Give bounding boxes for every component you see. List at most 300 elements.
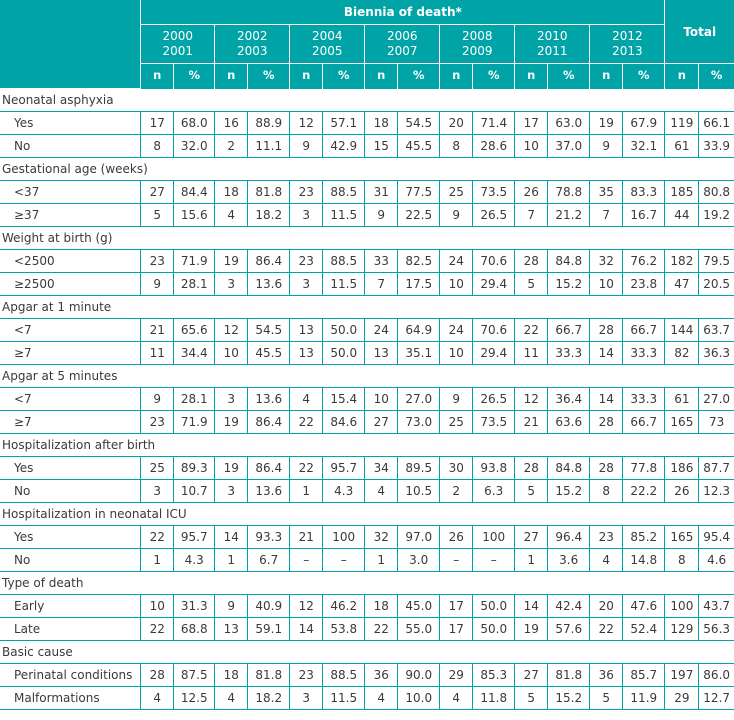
cell-percent: 54.5	[398, 112, 440, 135]
cell-n: 22	[590, 618, 623, 641]
header-percent: %	[174, 64, 215, 89]
header-period-year: 2003	[237, 44, 268, 58]
cell-percent: 88.5	[323, 181, 365, 204]
cell-percent: 96.4	[548, 526, 590, 549]
cell-n: 26	[665, 480, 699, 503]
cell-percent: 21.2	[548, 204, 590, 227]
header-total: Total	[665, 0, 734, 64]
cell-percent: 86.4	[248, 457, 290, 480]
cell-percent: 84.8	[548, 250, 590, 273]
cell-n: 1	[365, 549, 398, 572]
header-n: n	[215, 64, 248, 89]
cell-percent: 81.8	[248, 181, 290, 204]
header-period-year: 2004	[312, 29, 343, 43]
row-label: <7	[0, 319, 141, 342]
cell-percent: 50.0	[323, 319, 365, 342]
cell-n: 32	[365, 526, 398, 549]
cell-n: 8	[590, 480, 623, 503]
cell-n: 1	[141, 549, 174, 572]
cell-percent: 88.5	[323, 250, 365, 273]
cell-percent: 33.3	[623, 388, 665, 411]
cell-percent: 70.6	[473, 250, 515, 273]
group-label: Neonatal asphyxia	[0, 89, 734, 112]
cell-n: 18	[365, 112, 398, 135]
cell-n: 21	[141, 319, 174, 342]
cell-n: 33	[365, 250, 398, 273]
cell-n: 10	[141, 595, 174, 618]
cell-percent: –	[323, 549, 365, 572]
cell-percent: 18.2	[248, 204, 290, 227]
cell-n: 25	[141, 457, 174, 480]
cell-n: 8	[440, 135, 473, 158]
cell-n: 3	[215, 480, 248, 503]
cell-percent: 15.2	[548, 480, 590, 503]
cell-percent: 15.2	[548, 273, 590, 296]
cell-n: 9	[365, 204, 398, 227]
cell-n: 14	[290, 618, 323, 641]
cell-percent: 23.8	[623, 273, 665, 296]
group-row	[0, 503, 734, 526]
cell-n: 4	[365, 480, 398, 503]
cell-percent: 47.6	[623, 595, 665, 618]
cell-n: 13	[290, 342, 323, 365]
cell-percent: 73.0	[398, 411, 440, 434]
cell-percent: 77.8	[623, 457, 665, 480]
cell-percent: 4.3	[174, 549, 215, 572]
cell-n: 3	[215, 273, 248, 296]
cell-percent: 32.0	[174, 135, 215, 158]
cell-percent: 6.7	[248, 549, 290, 572]
cell-n: 3	[141, 480, 174, 503]
cell-n: 61	[665, 135, 699, 158]
cell-percent: 46.2	[323, 595, 365, 618]
cell-percent: 34.4	[174, 342, 215, 365]
table-row	[0, 480, 734, 503]
cell-n: 7	[590, 204, 623, 227]
cell-percent: 84.8	[548, 457, 590, 480]
header-period	[440, 25, 515, 64]
header-n: n	[365, 64, 398, 89]
cell-percent: 89.3	[174, 457, 215, 480]
cell-percent: 10.7	[174, 480, 215, 503]
cell-percent: 45.5	[398, 135, 440, 158]
table-row	[0, 549, 734, 572]
header-period-year: 2001	[162, 44, 194, 58]
table-row	[0, 457, 734, 480]
cell-n: 13	[215, 618, 248, 641]
row-label: No	[0, 549, 141, 572]
cell-n: 21	[515, 411, 548, 434]
row-label: Yes	[0, 526, 141, 549]
cell-percent: 55.0	[398, 618, 440, 641]
header-percent: %	[323, 64, 365, 89]
row-label: <2500	[0, 250, 141, 273]
cell-n: 197	[665, 664, 699, 687]
cell-n: 9	[290, 135, 323, 158]
cell-n: 18	[215, 664, 248, 687]
header-percent: %	[699, 64, 734, 89]
cell-percent: 70.6	[473, 319, 515, 342]
header-period-year: 2010	[537, 29, 568, 43]
cell-n: 182	[665, 250, 699, 273]
cell-n: 12	[215, 319, 248, 342]
row-label: <7	[0, 388, 141, 411]
cell-n: 185	[665, 181, 699, 204]
cell-n: 44	[665, 204, 699, 227]
row-label: Malformations	[0, 687, 141, 710]
cell-percent: 65.6	[174, 319, 215, 342]
cell-n: 10	[365, 388, 398, 411]
cell-n: 9	[590, 135, 623, 158]
cell-percent: 3.6	[548, 549, 590, 572]
cell-n: 14	[215, 526, 248, 549]
cell-percent: 76.2	[623, 250, 665, 273]
cell-n: 28	[590, 319, 623, 342]
cell-n: 22	[290, 457, 323, 480]
table-row	[0, 319, 734, 342]
cell-n: 22	[515, 319, 548, 342]
cell-n: 1	[215, 549, 248, 572]
cell-n: 28	[141, 664, 174, 687]
cell-percent: 11.1	[248, 135, 290, 158]
cell-n: 186	[665, 457, 699, 480]
row-label: No	[0, 480, 141, 503]
cell-percent: 66.7	[623, 319, 665, 342]
cell-percent: 28.6	[473, 135, 515, 158]
cell-n: 20	[440, 112, 473, 135]
cell-percent: 29.4	[473, 273, 515, 296]
cell-n: 28	[590, 457, 623, 480]
cell-n: 1	[290, 480, 323, 503]
header-n: n	[515, 64, 548, 89]
cell-percent: 100	[473, 526, 515, 549]
row-label: <37	[0, 181, 141, 204]
cell-n: 25	[440, 411, 473, 434]
cell-percent: 52.4	[623, 618, 665, 641]
table-row	[0, 664, 734, 687]
header-period	[141, 25, 215, 64]
cell-n: 22	[290, 411, 323, 434]
cell-percent: 87.7	[699, 457, 734, 480]
header-period-year: 2000	[162, 29, 194, 43]
cell-percent: 83.3	[623, 181, 665, 204]
cell-percent: 63.6	[548, 411, 590, 434]
table-row	[0, 595, 734, 618]
cell-percent: 15.6	[174, 204, 215, 227]
cell-n: 47	[665, 273, 699, 296]
cell-n: 4	[590, 549, 623, 572]
row-label: Early	[0, 595, 141, 618]
cell-percent: 14.8	[623, 549, 665, 572]
cell-percent: 84.4	[174, 181, 215, 204]
cell-percent: 10.0	[398, 687, 440, 710]
cell-percent: 63.7	[699, 319, 734, 342]
cell-percent: 10.5	[398, 480, 440, 503]
cell-percent: 71.9	[174, 411, 215, 434]
cell-n: 23	[141, 250, 174, 273]
group-label: Apgar at 5 minutes	[0, 365, 734, 388]
cell-percent: 45.0	[398, 595, 440, 618]
cell-n: 13	[290, 319, 323, 342]
cell-percent: 16.7	[623, 204, 665, 227]
group-row	[0, 434, 734, 457]
header-n: n	[590, 64, 623, 89]
cell-n: 10	[440, 273, 473, 296]
cell-n: 7	[515, 204, 548, 227]
cell-n: 18	[365, 595, 398, 618]
cell-n: 10	[440, 342, 473, 365]
cell-n: 10	[515, 135, 548, 158]
cell-percent: 43.7	[699, 595, 734, 618]
cell-n: 27	[515, 526, 548, 549]
header-period	[590, 25, 665, 64]
cell-percent: 12.3	[699, 480, 734, 503]
cell-percent: 4.3	[323, 480, 365, 503]
cell-n: 19	[215, 457, 248, 480]
cell-n: 29	[440, 664, 473, 687]
cell-n: 2	[440, 480, 473, 503]
cell-n: 15	[365, 135, 398, 158]
cell-n: 119	[665, 112, 699, 135]
cell-n: 9	[440, 388, 473, 411]
table-row	[0, 112, 734, 135]
cell-percent: 87.5	[174, 664, 215, 687]
row-label: ≥7	[0, 411, 141, 434]
cell-percent: 68.8	[174, 618, 215, 641]
header-row-title	[0, 0, 734, 25]
cell-n: 28	[590, 411, 623, 434]
cell-percent: 13.6	[248, 273, 290, 296]
header-period-year: 2009	[462, 44, 493, 58]
cell-percent: 90.0	[398, 664, 440, 687]
header-percent: %	[473, 64, 515, 89]
cell-percent: 35.1	[398, 342, 440, 365]
row-label: No	[0, 135, 141, 158]
cell-percent: 37.0	[548, 135, 590, 158]
cell-n: 19	[215, 411, 248, 434]
cell-n: 8	[141, 135, 174, 158]
group-row	[0, 365, 734, 388]
cell-n: 5	[515, 273, 548, 296]
cell-percent: 4.6	[699, 549, 734, 572]
header-period-year: 2005	[312, 44, 343, 58]
cell-n: 23	[141, 411, 174, 434]
group-label: Weight at birth (g)	[0, 227, 734, 250]
header-n: n	[440, 64, 473, 89]
cell-n: 17	[141, 112, 174, 135]
cell-n: 4	[290, 388, 323, 411]
cell-n: 23	[290, 181, 323, 204]
table-header	[0, 0, 734, 89]
cell-percent: 15.2	[548, 687, 590, 710]
group-label: Hospitalization in neonatal ICU	[0, 503, 734, 526]
cell-n: 26	[515, 181, 548, 204]
group-label: Type of death	[0, 572, 734, 595]
cell-percent: 13.6	[248, 480, 290, 503]
cell-percent: 79.5	[699, 250, 734, 273]
table-body	[0, 89, 734, 710]
group-label: Basic cause	[0, 641, 734, 664]
table-row	[0, 135, 734, 158]
cell-n: 9	[215, 595, 248, 618]
header-period	[365, 25, 440, 64]
cell-percent: 86.4	[248, 411, 290, 434]
cell-percent: 73.5	[473, 181, 515, 204]
cell-percent: 50.0	[473, 595, 515, 618]
cell-percent: 57.1	[323, 112, 365, 135]
cell-percent: 26.5	[473, 388, 515, 411]
cell-n: 24	[365, 319, 398, 342]
cell-n: 5	[590, 687, 623, 710]
cell-n: 27	[515, 664, 548, 687]
table-row	[0, 273, 734, 296]
cell-percent: 15.4	[323, 388, 365, 411]
cell-n: 17	[515, 112, 548, 135]
table-row	[0, 181, 734, 204]
cell-n: 165	[665, 526, 699, 549]
cell-n: 61	[665, 388, 699, 411]
cell-n: 30	[440, 457, 473, 480]
row-label: ≥37	[0, 204, 141, 227]
cell-n: 24	[440, 319, 473, 342]
cell-n: 17	[440, 595, 473, 618]
cell-n: 19	[590, 112, 623, 135]
table-row	[0, 687, 734, 710]
header-period-year: 2008	[462, 29, 493, 43]
row-label: ≥7	[0, 342, 141, 365]
header-percent: %	[248, 64, 290, 89]
group-label: Gestational age (weeks)	[0, 158, 734, 181]
cell-percent: 95.7	[174, 526, 215, 549]
cell-n: 10	[590, 273, 623, 296]
cell-percent: 13.6	[248, 388, 290, 411]
header-period	[290, 25, 365, 64]
header-biennia-title: Biennia of death*	[141, 0, 665, 25]
cell-n: 4	[365, 687, 398, 710]
cell-n: 4	[215, 204, 248, 227]
row-label: ≥2500	[0, 273, 141, 296]
cell-percent: 82.5	[398, 250, 440, 273]
group-label: Hospitalization after birth	[0, 434, 734, 457]
cell-n: 35	[590, 181, 623, 204]
group-row	[0, 158, 734, 181]
cell-n: 9	[440, 204, 473, 227]
cell-percent: 6.3	[473, 480, 515, 503]
group-row	[0, 641, 734, 664]
cell-n: 2	[215, 135, 248, 158]
cell-n: 18	[215, 181, 248, 204]
cell-percent: 28.1	[174, 388, 215, 411]
cell-percent: 42.9	[323, 135, 365, 158]
cell-n: 36	[365, 664, 398, 687]
cell-percent: 63.0	[548, 112, 590, 135]
cell-n: 22	[141, 618, 174, 641]
cell-n: 12	[290, 595, 323, 618]
group-row	[0, 89, 734, 112]
cell-percent: 84.6	[323, 411, 365, 434]
cell-n: 16	[215, 112, 248, 135]
cell-percent: 32.1	[623, 135, 665, 158]
cell-percent: 71.9	[174, 250, 215, 273]
header-period	[515, 25, 590, 64]
cell-percent: 56.3	[699, 618, 734, 641]
cell-n: 11	[141, 342, 174, 365]
header-period-year: 2013	[612, 44, 643, 58]
cell-n: 100	[665, 595, 699, 618]
cell-n: 17	[440, 618, 473, 641]
cell-percent: 86.4	[248, 250, 290, 273]
cell-percent: 53.8	[323, 618, 365, 641]
cell-n: 27	[365, 411, 398, 434]
row-label: Late	[0, 618, 141, 641]
cell-n: 22	[365, 618, 398, 641]
header-percent: %	[548, 64, 590, 89]
cell-percent: 85.7	[623, 664, 665, 687]
cell-n: –	[440, 549, 473, 572]
cell-percent: 11.5	[323, 273, 365, 296]
cell-percent: 45.5	[248, 342, 290, 365]
cell-n: 23	[290, 250, 323, 273]
cell-percent: 86.0	[699, 664, 734, 687]
cell-n: –	[290, 549, 323, 572]
cell-n: 4	[215, 687, 248, 710]
cell-n: 4	[440, 687, 473, 710]
cell-percent: 29.4	[473, 342, 515, 365]
table-row	[0, 526, 734, 549]
cell-percent: 89.5	[398, 457, 440, 480]
cell-percent: 100	[323, 526, 365, 549]
cell-percent: 93.8	[473, 457, 515, 480]
cell-percent: 54.5	[248, 319, 290, 342]
cell-n: 13	[365, 342, 398, 365]
cell-n: 12	[515, 388, 548, 411]
cell-n: 19	[215, 250, 248, 273]
cell-percent: 68.0	[174, 112, 215, 135]
cell-n: 82	[665, 342, 699, 365]
cell-n: 10	[215, 342, 248, 365]
table-row	[0, 342, 734, 365]
header-corner	[0, 0, 141, 89]
cell-n: 3	[290, 687, 323, 710]
cell-percent: 36.3	[699, 342, 734, 365]
cell-percent: 59.1	[248, 618, 290, 641]
cell-n: 8	[665, 549, 699, 572]
cell-percent: 93.3	[248, 526, 290, 549]
header-n: n	[665, 64, 699, 89]
cell-percent: 71.4	[473, 112, 515, 135]
cell-n: 20	[590, 595, 623, 618]
cell-n: 12	[290, 112, 323, 135]
cell-percent: 85.3	[473, 664, 515, 687]
cell-percent: 50.0	[323, 342, 365, 365]
cell-percent: 11.9	[623, 687, 665, 710]
cell-n: 1	[515, 549, 548, 572]
cell-n: 31	[365, 181, 398, 204]
cell-percent: 27.0	[699, 388, 734, 411]
cell-percent: 17.5	[398, 273, 440, 296]
cell-n: 5	[515, 480, 548, 503]
header-period-year: 2012	[612, 29, 643, 43]
cell-n: 29	[665, 687, 699, 710]
cell-percent: 85.2	[623, 526, 665, 549]
cell-n: 28	[515, 457, 548, 480]
cell-n: 27	[141, 181, 174, 204]
cell-n: 25	[440, 181, 473, 204]
header-period-year: 2002	[237, 29, 268, 43]
cell-percent: 19.2	[699, 204, 734, 227]
cell-percent: 3.0	[398, 549, 440, 572]
cell-percent: 73.5	[473, 411, 515, 434]
